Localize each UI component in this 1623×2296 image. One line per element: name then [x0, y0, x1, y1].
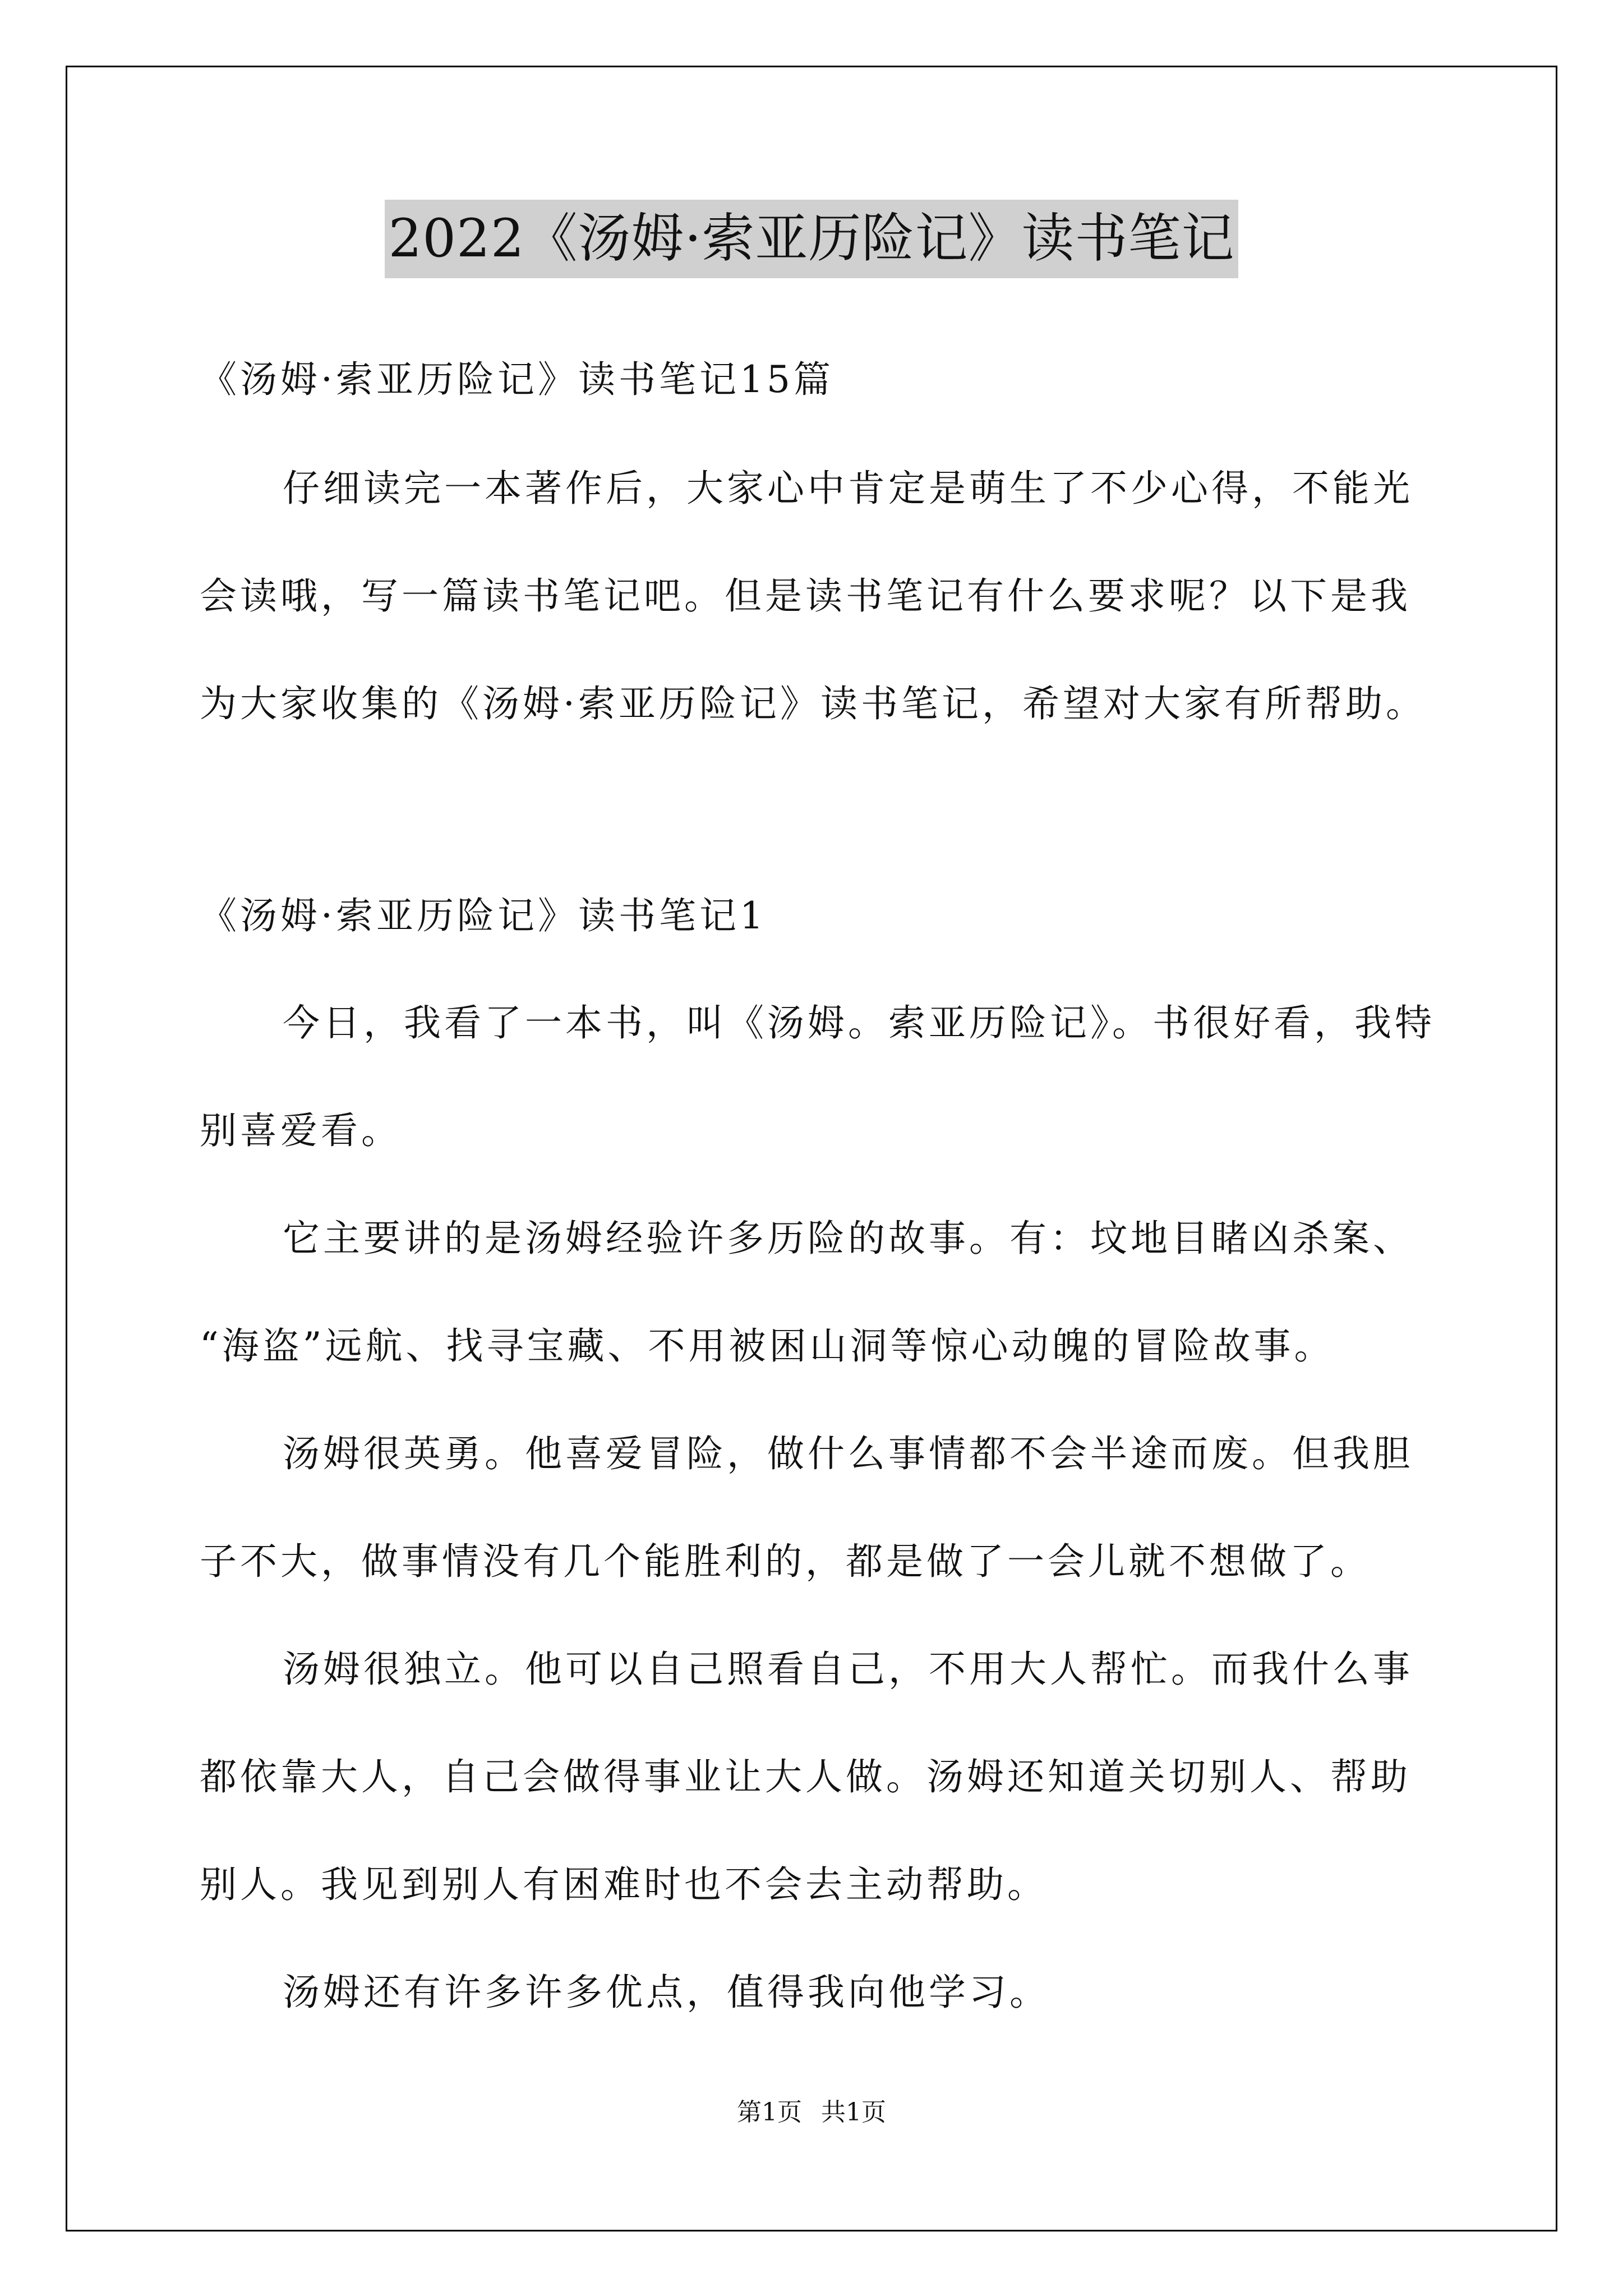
- body-line-7: 汤姆很独立。他可以自己照看自己，不用大人帮忙。而我什么事: [283, 1648, 1413, 1691]
- document-title: 2022《汤姆·索亚历险记》读书笔记: [385, 200, 1238, 278]
- intro-line-3: 为大家收集的《汤姆·索亚历险记》读书笔记，希望对大家有所帮助。: [200, 682, 1426, 725]
- section-heading: 《汤姆·索亚历险记》读书笔记1: [200, 894, 767, 937]
- body-line-10: 汤姆还有许多许多优点，值得我向他学习。: [283, 1971, 1050, 2014]
- intro-line-2: 会读哦，写一篇读书笔记吧。但是读书笔记有什么要求呢？以下是我: [200, 574, 1411, 618]
- body-line-4: “海盗”远航、找寻宝藏、不用被困山洞等惊心动魄的冒险故事。: [200, 1324, 1335, 1368]
- title-wrap: [0, 200, 1623, 278]
- body-line-3: 它主要讲的是汤姆经验许多历险的故事。有：坟地目睹凶杀案、: [283, 1217, 1413, 1260]
- body-line-8: 都依靠大人，自己会做得事业让大人做。汤姆还知道关切别人、帮助: [200, 1755, 1411, 1798]
- body-line-2: 别喜爱看。: [200, 1109, 402, 1152]
- intro-line-1: 仔细读完一本著作后，大家心中肯定是萌生了不少心得，不能光: [283, 467, 1413, 510]
- intro-heading: 《汤姆·索亚历险记》读书笔记15篇: [200, 358, 834, 401]
- page-number-total: 共1页: [821, 2098, 886, 2127]
- body-line-5: 汤姆很英勇。他喜爱冒险，做什么事情都不会半途而废。但我胆: [283, 1432, 1413, 1475]
- page-footer: [0, 2096, 1623, 2129]
- body-line-9: 别人。我见到别人有困难时也不会去主动帮助。: [200, 1863, 1048, 1906]
- page-number-current: 第1页: [737, 2098, 802, 2127]
- body-line-1: 今日，我看了一本书，叫《汤姆。索亚历险记》。书很好看，我特: [283, 1001, 1435, 1045]
- body-line-6: 子不大，做事情没有几个能胜利的，都是做了一会儿就不想做了。: [200, 1540, 1371, 1583]
